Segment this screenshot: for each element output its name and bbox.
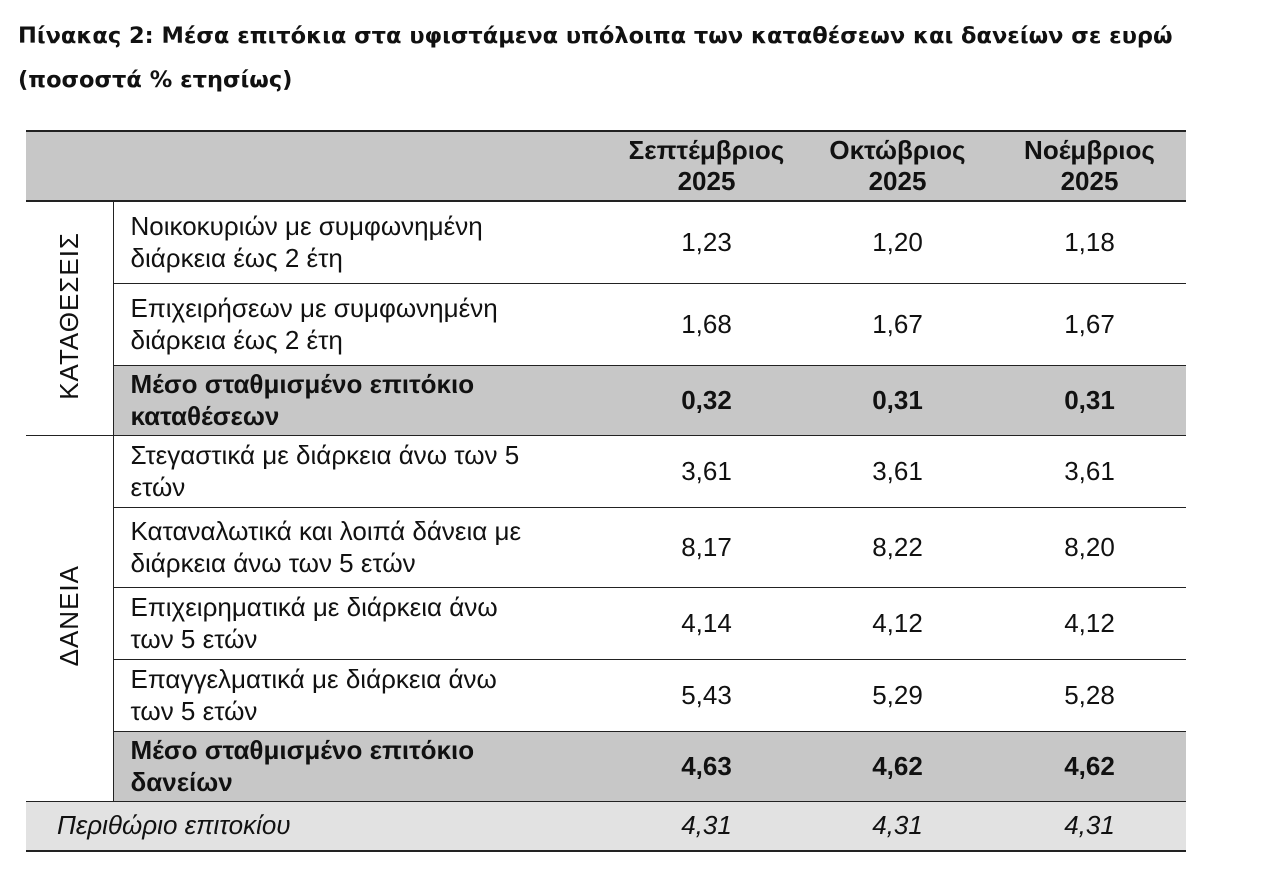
row-label bbox=[113, 365, 611, 435]
row-label-line: Καταναλωτικά και λοιπά δάνεια με bbox=[130, 516, 522, 546]
value-cell: 5,28 bbox=[993, 659, 1186, 731]
row-label-line: Στεγαστικά με διάρκεια άνω των 5 bbox=[130, 440, 520, 470]
value-cell: 4,12 bbox=[802, 587, 993, 659]
category-label: ΚΑΤΑΘΕΣΕΙΣ bbox=[53, 231, 84, 400]
row-label-line: καταθέσεων bbox=[130, 401, 280, 431]
row-label bbox=[113, 435, 611, 507]
category-deposits bbox=[26, 201, 113, 435]
header-empty-cell bbox=[26, 131, 611, 201]
interest-rates-table bbox=[26, 130, 1186, 852]
row-label-line: ετών bbox=[130, 472, 186, 502]
row-label-line: Νοικοκυριών με συμφωνημένη bbox=[130, 211, 483, 242]
row-label-line: Μέσο σταθμισμένο επιτόκιο bbox=[130, 369, 475, 399]
column-header-september bbox=[611, 131, 802, 201]
value-cell: 4,62 bbox=[993, 731, 1186, 801]
table-row bbox=[26, 587, 1186, 659]
table-row bbox=[26, 659, 1186, 731]
value-cell: 5,29 bbox=[802, 659, 993, 731]
row-label bbox=[113, 507, 611, 587]
value-cell: 4,31 bbox=[681, 810, 732, 841]
value-cell: 0,31 bbox=[993, 365, 1186, 435]
category-loans bbox=[26, 435, 113, 801]
title-line-2: (ποσοστά % ετησίως) bbox=[18, 67, 293, 93]
row-label-line: Επιχειρήσεων με συμφωνημένη bbox=[130, 293, 498, 323]
row-label-line: δανείων bbox=[130, 767, 233, 797]
row-label-line: Μέσο σταθμισμένο επιτόκιο bbox=[130, 735, 475, 765]
value-cell: 4,63 bbox=[611, 731, 802, 801]
value-cell: 5,43 bbox=[611, 659, 802, 731]
value-cell: 8,22 bbox=[802, 507, 993, 587]
table-row bbox=[26, 283, 1186, 365]
column-header-year: 2025 bbox=[1060, 166, 1119, 196]
table-row bbox=[26, 435, 1186, 507]
value-cell: 1,18 bbox=[993, 201, 1186, 283]
column-header-october bbox=[802, 131, 993, 201]
row-label bbox=[113, 283, 611, 365]
average-row-loans bbox=[26, 731, 1186, 801]
value-cell: 1,68 bbox=[611, 283, 802, 365]
row-label bbox=[113, 731, 611, 801]
category-label: ΔΑΝΕΙΑ bbox=[53, 564, 84, 667]
column-header-month: Νοέμβριος bbox=[1024, 135, 1155, 165]
value-cell: 3,61 bbox=[802, 435, 993, 507]
column-header-year: 2025 bbox=[677, 166, 736, 196]
row-label bbox=[113, 587, 611, 659]
column-header-month: Οκτώβριος bbox=[829, 135, 966, 165]
value-cell: 4,12 bbox=[993, 587, 1186, 659]
column-header-year: 2025 bbox=[868, 166, 927, 196]
row-label-line: Επιχειρηματικά με διάρκεια άνω bbox=[130, 592, 498, 622]
row-label-line: διάρκεια έως 2 έτη bbox=[130, 243, 343, 274]
row-label-line: διάρκεια άνω των 5 ετών bbox=[130, 548, 416, 578]
table-row bbox=[26, 507, 1186, 587]
value-cell: 0,31 bbox=[802, 365, 993, 435]
interest-margin-row bbox=[26, 801, 1186, 851]
average-row-deposits bbox=[26, 365, 1186, 435]
title-line-1: Πίνακας 2: Μέσα επιτόκια στα υφιστάμενα υπόλοιπα των καταθέσεων και δανείων σε ευρώ bbox=[18, 23, 1173, 49]
value-cell: 4,62 bbox=[802, 731, 993, 801]
value-cell: 4,31 bbox=[872, 810, 923, 841]
value-cell: 1,23 bbox=[611, 201, 802, 283]
page-title bbox=[18, 14, 1282, 102]
value-cell: 1,67 bbox=[993, 283, 1186, 365]
column-header-month: Σεπτέμβριος bbox=[628, 135, 785, 165]
row-label-line: διάρκεια έως 2 έτη bbox=[130, 325, 343, 355]
row-label: Περιθώριο επιτοκίου bbox=[57, 810, 291, 841]
row-label bbox=[113, 659, 611, 731]
value-cell: 8,20 bbox=[993, 507, 1186, 587]
value-cell: 3,61 bbox=[611, 435, 802, 507]
value-cell: 0,32 bbox=[611, 365, 802, 435]
value-cell: 1,20 bbox=[802, 201, 993, 283]
value-cell: 1,67 bbox=[802, 283, 993, 365]
row-label-line: Επαγγελματικά με διάρκεια άνω bbox=[130, 664, 497, 694]
value-cell: 4,31 bbox=[1064, 810, 1115, 841]
row-label bbox=[113, 201, 611, 283]
row-label-line: των 5 ετών bbox=[130, 696, 258, 726]
value-cell: 8,17 bbox=[611, 507, 802, 587]
value-cell: 4,14 bbox=[611, 587, 802, 659]
value-cell: 3,61 bbox=[993, 435, 1186, 507]
row-label-line: των 5 ετών bbox=[130, 624, 258, 654]
table-row bbox=[26, 201, 1186, 283]
column-header-november bbox=[993, 131, 1186, 201]
table-header-row bbox=[26, 131, 1186, 201]
